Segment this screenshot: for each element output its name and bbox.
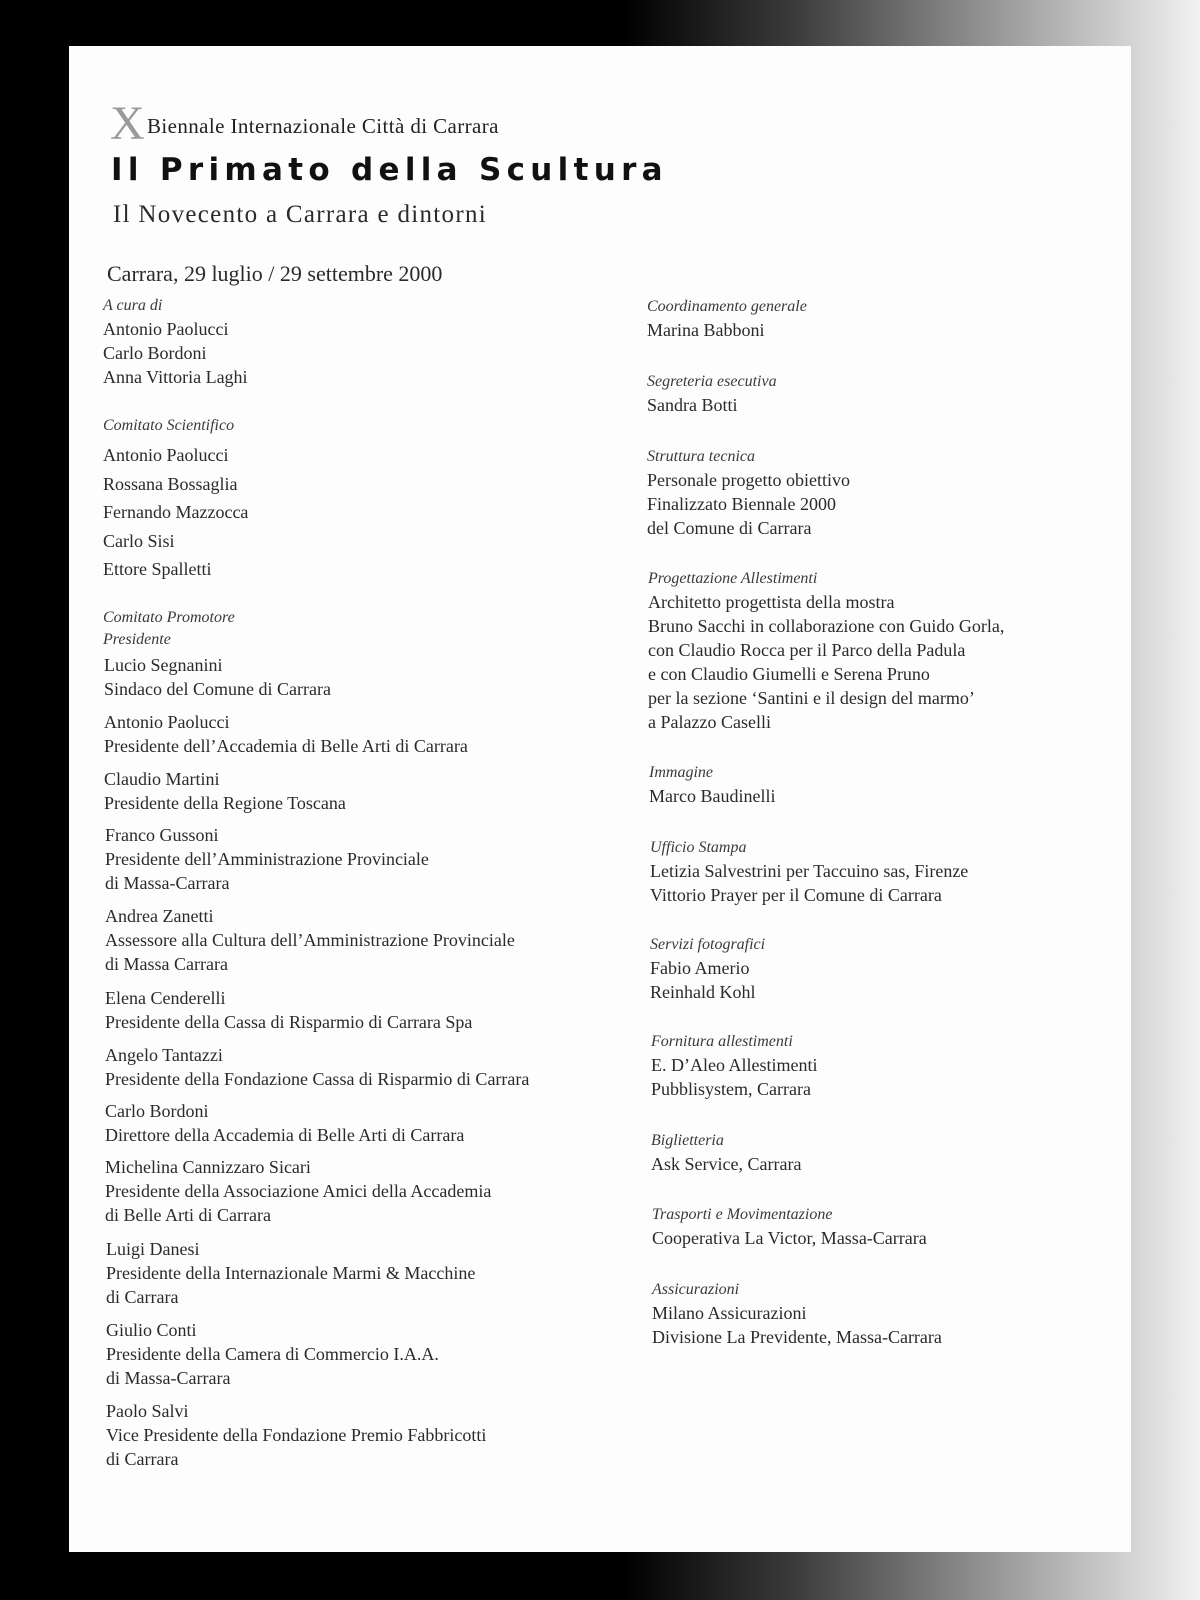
member-role: di Carrara [106,1449,179,1469]
credit-line: Pubblisystem, Carrara [651,1079,811,1099]
credit-line: Sandra Botti [647,395,738,415]
committee-member-entry [105,904,515,976]
credits-section [652,1204,927,1250]
section-label: Segreteria esecutiva [647,373,777,390]
section-label: Comitato Scientifico [103,417,235,434]
curator-name: Carlo Bordoni [103,343,207,363]
credits-section [647,446,850,540]
member-name: Lucio Segnanini [104,655,223,675]
section-label: Fornitura allestimenti [651,1033,793,1050]
section-label: Ufficio Stampa [650,839,747,856]
committee-member-entry [104,710,468,758]
member-role: Direttore della Accademia di Belle Arti di Carrara [105,1125,465,1145]
member-role: Sindaco del Comune di Carrara [104,679,331,699]
credits-section [651,1130,801,1176]
committee-member: Antonio Paolucci [103,445,229,465]
section-label: Immagine [649,764,713,781]
committee-member-entry [106,1318,439,1390]
credits-section [647,296,807,342]
member-role: Assessore alla Cultura dell’Amministrazione Provinciale [105,930,515,950]
credits-section [651,1031,817,1101]
section-label: Assicurazioni [652,1281,740,1298]
member-name: Elena Cenderelli [105,988,226,1008]
member-role: Presidente della Cassa di Risparmio di Carrara Spa [105,1012,473,1032]
curator-name: Antonio Paolucci [103,319,229,339]
credit-line: Marina Babboni [647,320,765,340]
section-label: Comitato Promotore [103,609,235,626]
credit-line: del Comune di Carrara [647,518,812,538]
section-sublabel: Presidente [103,631,171,648]
committee-member-entry [106,1399,486,1471]
member-role: Presidente della Internazionale Marmi & Macchine [106,1263,476,1283]
credit-line: Milano Assicurazioni [652,1303,807,1323]
credit-line: Personale progetto obiettivo [647,470,850,490]
credit-line: per la sezione ‘Santini e il design del marmo’ [648,688,975,708]
credit-line: Vittorio Prayer per il Comune di Carrara [650,885,942,905]
member-role: Presidente della Regione Toscana [104,793,346,813]
section-label: A cura di [103,297,163,314]
credit-line: Divisione La Previdente, Massa-Carrara [652,1327,942,1347]
credit-line: Bruno Sacchi in collaborazione con Guido Gorla, [648,616,1005,636]
member-role: Vice Presidente della Fondazione Premio Fabbricotti [106,1425,487,1445]
member-role: Presidente della Fondazione Cassa di Risparmio di Carrara [105,1069,530,1089]
committee-member-entry [105,1043,529,1091]
member-name: Claudio Martini [104,769,220,789]
exhibition-dates: Carrara, 29 luglio / 29 settembre 2000 [107,261,443,286]
member-role: Presidente dell’Amministrazione Provinciale [105,849,429,869]
committee-member: Fernando Mazzocca [103,502,249,522]
member-role: Presidente della Camera di Commercio I.A.A. [106,1344,439,1364]
credit-line: e con Claudio Giumelli e Serena Pruno [648,664,930,684]
section-label: Progettazione Allestimenti [648,570,818,587]
section-label: Coordinamento generale [647,298,807,315]
credit-line: Fabio Amerio [650,958,750,978]
section-label: Trasporti e Movimentazione [652,1206,833,1223]
committee-member-entry [105,986,472,1034]
member-name: Giulio Conti [106,1320,197,1340]
credit-line: Letizia Salvestrini per Taccuino sas, Firenze [650,861,969,881]
member-role: di Massa Carrara [105,954,228,974]
curators-section [103,295,248,389]
member-role: di Belle Arti di Carrara [105,1205,271,1225]
member-role: di Massa-Carrara [105,873,230,893]
credits-section [648,568,1004,734]
section-label: Servizi fotografici [650,936,766,953]
credits-section [650,837,968,907]
committee-member: Rossana Bossaglia [103,473,238,494]
member-name: Franco Gussoni [105,825,219,845]
credit-line: con Claudio Rocca per il Parco della Padula [648,640,966,660]
committee-member-entry [105,823,429,895]
committee-member-entry [105,1155,491,1227]
member-name: Antonio Paolucci [104,712,230,732]
scientific-committee-section [103,415,248,584]
main-title: Il Primato della Scultura [111,152,668,188]
document-page [69,46,1131,1552]
member-name: Angelo Tantazzi [105,1045,223,1065]
curator-name: Anna Vittoria Laghi [103,367,248,387]
committee-member-entry [106,1237,475,1309]
committee-member: Ettore Spalletti [103,559,212,579]
committee-member: Carlo Sisi [103,530,175,551]
credit-line: Cooperativa La Victor, Massa-Carrara [652,1228,927,1248]
member-name: Andrea Zanetti [105,906,214,926]
subtitle: Il Novecento a Carrara e dintorni [113,201,488,228]
credits-section [650,934,765,1004]
committee-member-entry [104,653,331,701]
credits-section [649,762,775,808]
credit-line: E. D’Aleo Allestimenti [651,1055,818,1075]
member-role: di Carrara [106,1287,179,1307]
biennale-title: Biennale Internazionale Città di Carrara [147,114,499,138]
member-name: Michelina Cannizzaro Sicari [105,1157,311,1177]
credit-line: Finalizzato Biennale 2000 [647,494,836,514]
credit-line: Architetto progettista della mostra [648,592,895,612]
credits-section [647,371,777,417]
promoting-committee-section [103,607,235,651]
committee-member-entry [104,767,346,815]
member-role: Presidente della Associazione Amici della Accademia [105,1181,492,1201]
section-label: Struttura tecnica [647,448,755,465]
committee-member-entry [105,1099,464,1147]
credits-section [652,1279,942,1349]
section-label: Biglietteria [651,1132,724,1149]
roman-numeral-x: X [110,97,145,150]
credit-line: a Palazzo Caselli [648,712,771,732]
credit-line: Ask Service, Carrara [651,1154,802,1174]
member-role: di Massa-Carrara [106,1368,231,1388]
credit-line: Reinhald Kohl [650,982,756,1002]
member-name: Carlo Bordoni [105,1101,209,1121]
member-name: Luigi Danesi [106,1239,200,1259]
credit-line: Marco Baudinelli [649,786,776,806]
member-role: Presidente dell’Accademia di Belle Arti di Carrara [104,736,468,756]
member-name: Paolo Salvi [106,1401,189,1421]
